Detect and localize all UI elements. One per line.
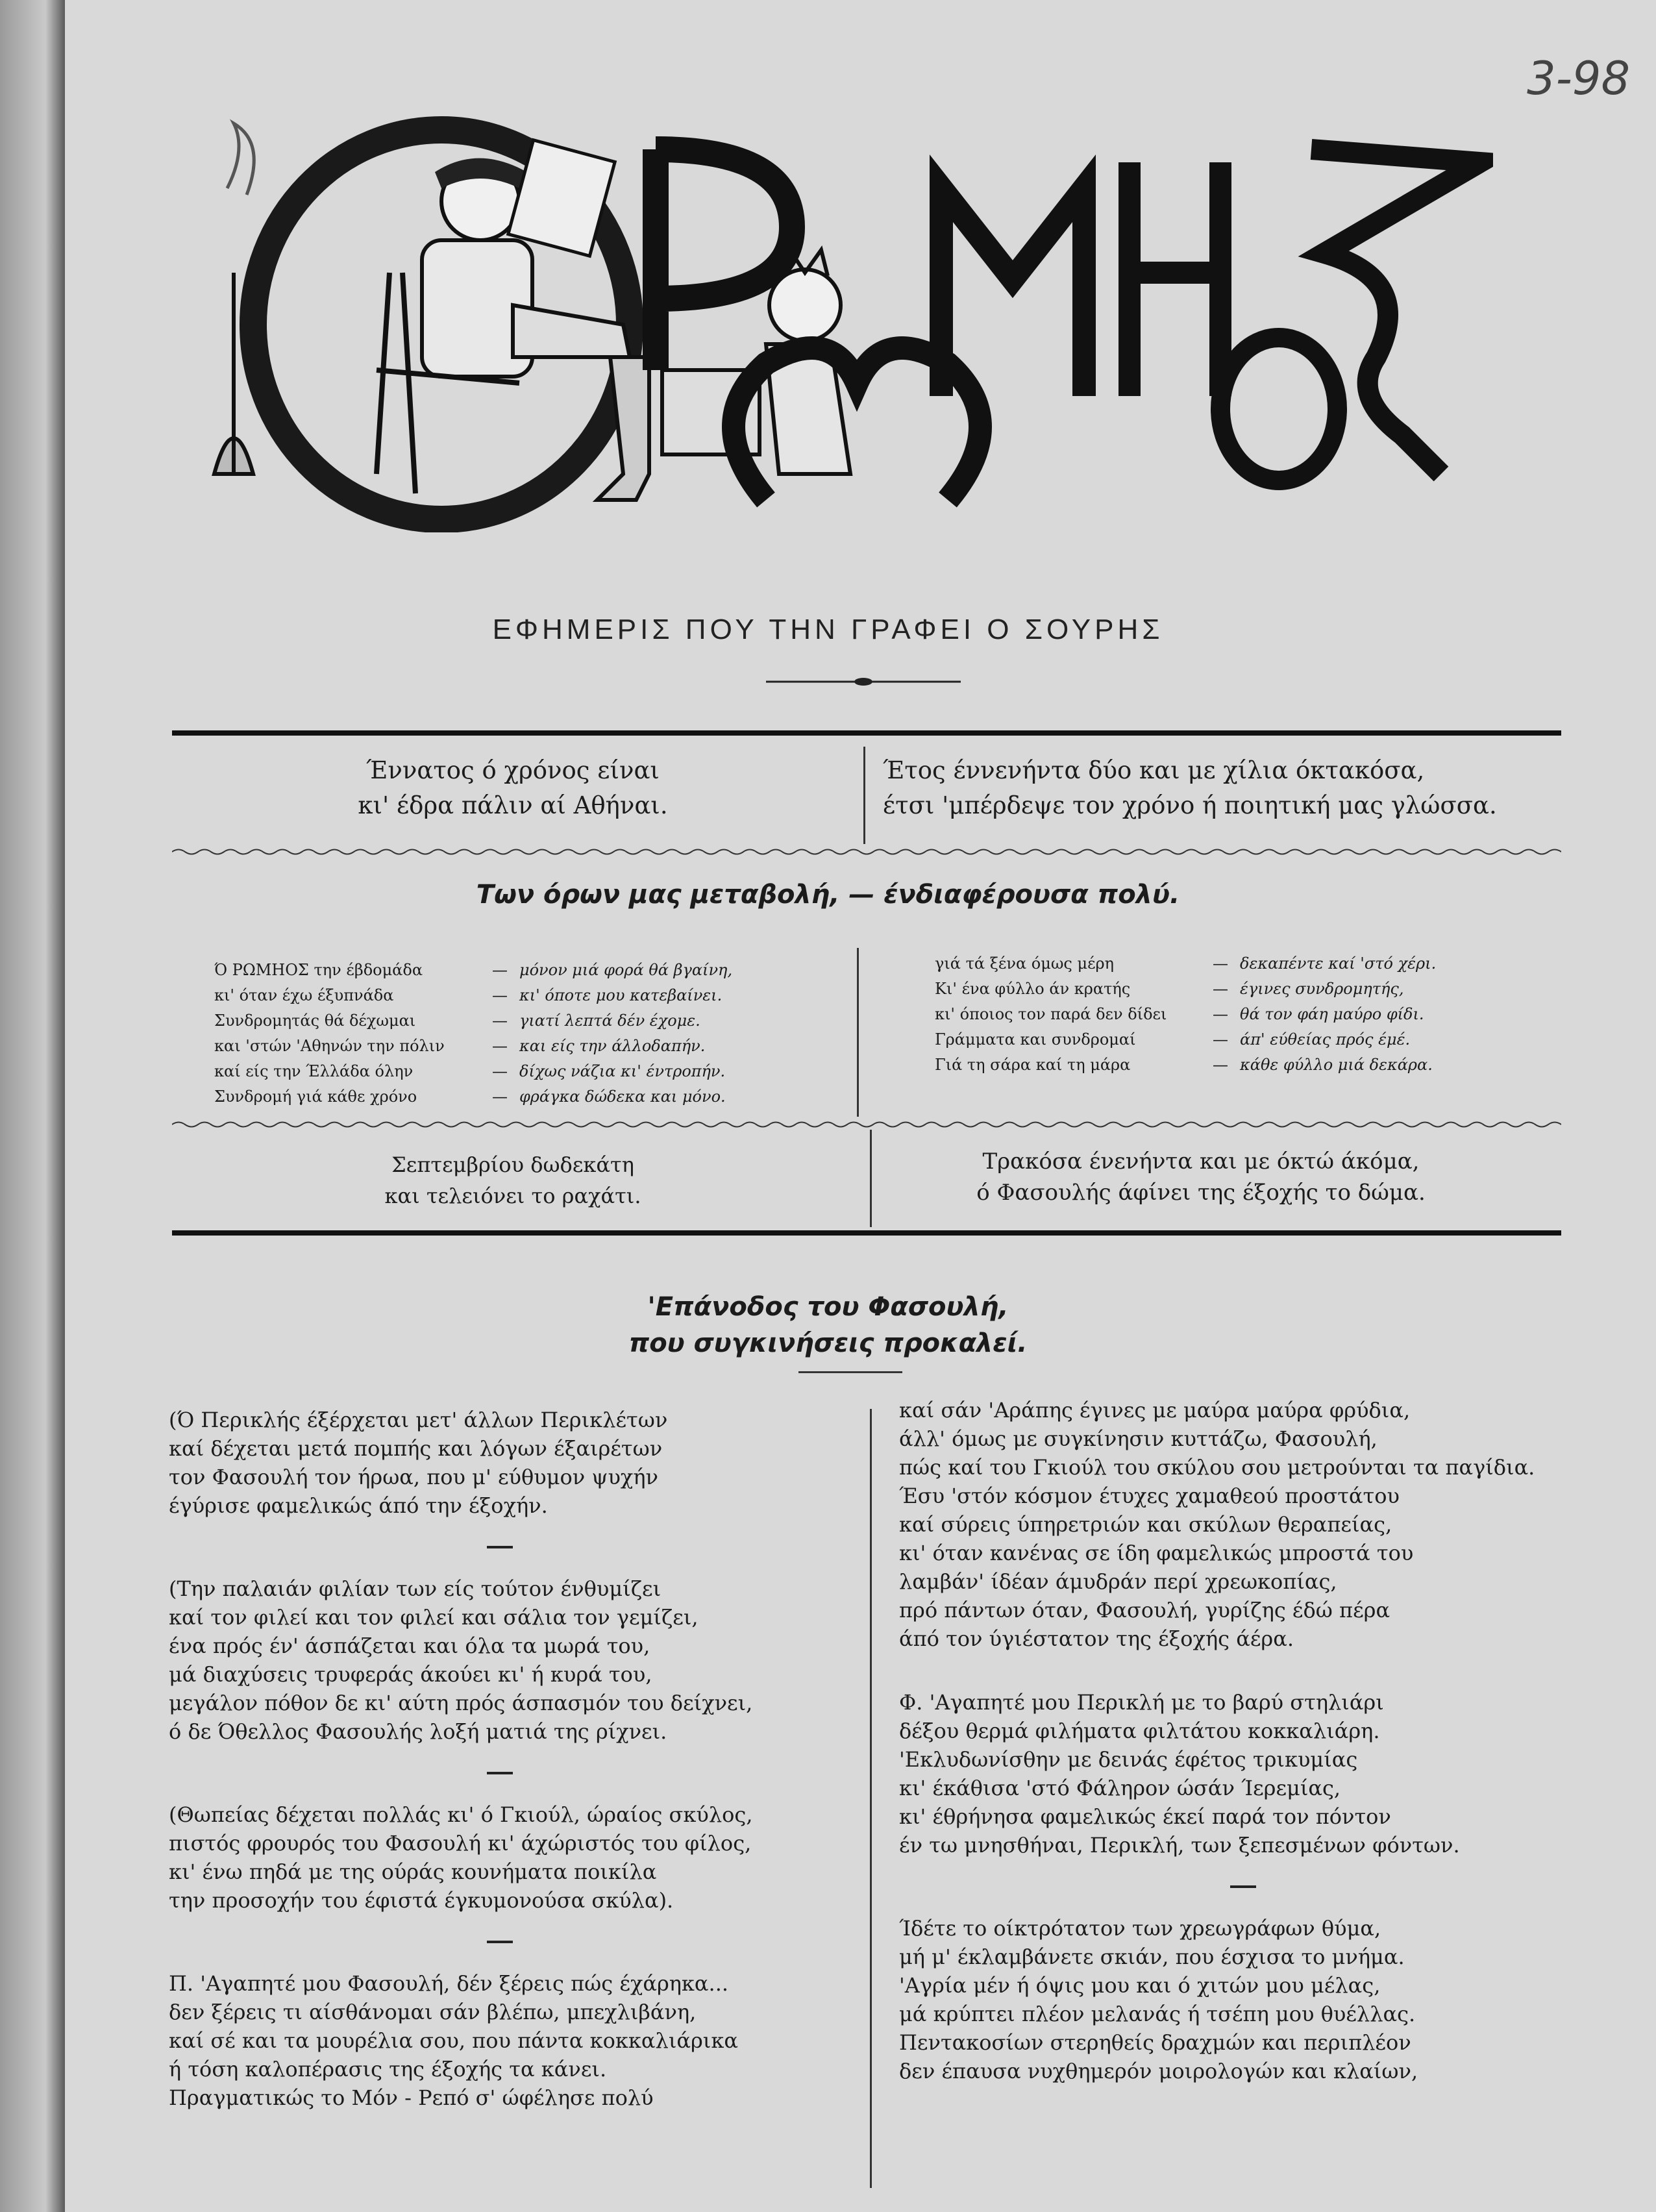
stanza-divider — [487, 1772, 513, 1774]
terms-right — [935, 951, 1506, 1078]
stanza — [169, 1574, 831, 1746]
article-line: Ίδέτε το οίκτρότατον των χρεωγράφων θύμα, — [899, 1916, 1381, 1941]
terms-subject: Συνδρομητάς θά δέχωμαι — [214, 1012, 416, 1030]
terms-condition: κι' όποτε μου κατεβαίνει. — [519, 986, 723, 1004]
terms-dash: — — [492, 1062, 508, 1080]
article-line: (Την παλαιάν φιλίαν των είς τούτον ένθυμίζει — [169, 1576, 661, 1601]
terms-row — [214, 983, 785, 1008]
article-line: πώς καί του Γκιούλ του σκύλου σου μετρούνται τα παγίδια. — [899, 1455, 1535, 1480]
article-line: κι' έκάθισα 'στό Φάληρον ώσάν Ίερεμίας, — [899, 1776, 1341, 1800]
terms-row — [935, 1002, 1506, 1027]
article-line: μά κρύπτει πλέον μελανάς ή τσέπη μου θυέλλας. — [899, 2002, 1416, 2026]
terms-subject: κι' όταν έχω έξυπνάδα — [214, 986, 394, 1004]
article-title — [0, 1289, 1656, 1361]
article-line: την προσοχήν του έφιστά έγκυμονούσα σκύλα). — [169, 1888, 674, 1913]
article-line: μά διαχύσεις τρυφεράς άκούει κι' ή κυρά του, — [169, 1662, 652, 1687]
masthead-subtitle: ΕΦΗΜΕΡΙΣ ΠΟΥ ΤΗΝ ΓΡΑΦΕΙ Ο ΣΟΥΡΗΣ — [492, 614, 1164, 645]
stanza — [899, 1688, 1587, 1859]
terms-row — [935, 1052, 1506, 1078]
section-rule — [172, 1230, 1561, 1236]
article-line: ή τόση καλοπέρασις της έξοχής τα κάνει. — [169, 2057, 607, 2082]
article-line: ό δε Όθελλος Φασουλής λοξή ματιά της ρίχνει. — [169, 1719, 667, 1744]
verse-line: έτσι 'μπέρδεψε τον χρόνο ή ποιητική μας γλώσσα. — [883, 791, 1497, 819]
article-line: δεν έπαυσα νυχθημερόν μοιρολογών και κλαίων, — [899, 2059, 1418, 2083]
stanza — [899, 1914, 1587, 2085]
terms-condition: κάθε φύλλο μιά δεκάρα. — [1240, 1056, 1433, 1074]
terms-dash: — — [492, 986, 508, 1004]
article-line: άλλ' όμως με συγκίνησιν κυττάζω, Φασουλή, — [899, 1426, 1378, 1451]
wavy-rule — [172, 847, 1561, 856]
verse-line: Σεπτεμβρίου δωδεκάτη — [391, 1152, 634, 1177]
terms-condition: άπ' εύθείας πρός έμέ. — [1240, 1030, 1411, 1049]
terms-row — [214, 1034, 785, 1059]
article-line: κι' ένω πηδά με της ούράς κουνήματα ποικίλα — [169, 1859, 657, 1884]
verse-line: κι' έδρα πάλιν αί Αθήναι. — [358, 791, 668, 819]
verse-line: Έτος έννενήντα δύο και με χίλια όκτακόσα, — [883, 756, 1425, 784]
terms-row — [214, 1084, 785, 1110]
stanza-divider — [1230, 1885, 1256, 1888]
verse-line: και τελειόνει το ραχάτι. — [384, 1184, 641, 1208]
title-rule — [798, 1371, 902, 1373]
column-separator — [857, 948, 859, 1117]
column-separator — [870, 1130, 872, 1227]
wavy-rule — [172, 1120, 1561, 1129]
article-line: δέξου θερμά φιλήματα φιλτάτου κοκκαλιάρη. — [899, 1719, 1380, 1743]
stanza — [169, 1800, 831, 1915]
terms-subject: καί είς την Έλλάδα όλην — [214, 1062, 414, 1080]
article-line: ένα πρός έν' άσπάζεται και όλα τα μωρά του, — [169, 1634, 650, 1658]
article-line: μή μ' έκλαμβάνετε σκιάν, που έσχισα το μνήμα. — [899, 1945, 1405, 1969]
terms-row — [935, 976, 1506, 1002]
article-line: τον Φασουλή τον ήρωα, που μ' εύθυμον ψυχήν — [169, 1465, 658, 1489]
terms-subject: και 'στών 'Αθηνών την πόλιν — [214, 1037, 445, 1055]
terms-condition: δίχως νάζια κι' έντροπήν. — [519, 1062, 726, 1080]
article-line: πιστός φρουρός του Φασουλή κι' άχώριστός του φίλος, — [169, 1831, 752, 1856]
masthead-title: Ο ΡΩΜΗΟΣ — [208, 110, 212, 111]
date-verse-right — [935, 1146, 1467, 1208]
article-line: Έσυ 'στόν κόσμον έτυχες χαμαθεού προστάτου — [899, 1484, 1400, 1508]
terms-dash: — — [1213, 1030, 1228, 1049]
header-verse-right — [883, 753, 1497, 823]
stanza — [169, 1969, 831, 2112]
terms-row — [214, 1008, 785, 1034]
terms-row — [214, 1059, 785, 1084]
verse-line: Τρακόσα ένενήντα και με όκτώ άκόμα, — [982, 1149, 1420, 1174]
date-verse-left — [286, 1149, 740, 1212]
terms-subject: Γιά τη σάρα καί τη μάρα — [935, 1056, 1131, 1074]
article-line: κι' έθρήνησα φαμελικώς έκεί παρά τον πόντον — [899, 1804, 1391, 1829]
terms-dash: — — [1213, 1056, 1228, 1074]
terms-condition: γιατί λεπτά δέν έχομε. — [519, 1012, 700, 1030]
terms-dash: — — [492, 1087, 508, 1106]
column-separator — [870, 1409, 872, 2188]
terms-condition: θά τον φάη μαύρο φίδι. — [1240, 1005, 1424, 1023]
article-line: κι' όταν κανένας σε ίδη φαμελικώς μπροστά του — [899, 1541, 1414, 1565]
terms-row — [935, 951, 1506, 976]
article-line: Πραγματικώς το Μόν - Ρεπό σ' ώφέλησε πολύ — [169, 2085, 654, 2110]
terms-dash: — — [1213, 954, 1228, 973]
terms-subject: Συνδρομή γιά κάθε χρόνο — [214, 1087, 417, 1106]
header-verse-left — [318, 753, 708, 823]
column-separator — [863, 747, 865, 844]
article-line: καί δέχεται μετά πομπής και λόγων έξαιρέτων — [169, 1436, 663, 1461]
article-title-line: 'Επάνοδος του Φασουλή, — [647, 1292, 1009, 1322]
terms-subject: Ό ΡΩΜΗΟΣ την έβδομάδα — [214, 961, 423, 979]
terms-condition: έγινες συνδρομητής, — [1240, 980, 1404, 998]
article-title-line: που συγκινήσεις προκαλεί. — [628, 1328, 1028, 1358]
terms-condition: και είς την άλλοδαπήν. — [519, 1037, 706, 1055]
article-line: καί σάν 'Αράπης έγινες με μαύρα μαύρα φρύδια, — [899, 1398, 1411, 1423]
stanza — [169, 1406, 831, 1520]
terms-dash: — — [1213, 1005, 1228, 1023]
stanza — [899, 1396, 1587, 1653]
article-line: έν τω μνησθήναι, Περικλή, των ξεπεσμένων φόντων. — [899, 1833, 1460, 1858]
article-line: άπό τον ύγιέστατον της έξοχής άέρα. — [899, 1626, 1294, 1651]
terms-subject: Κι' ένα φύλλο άν κρατής — [935, 980, 1131, 998]
stanza-divider — [487, 1546, 513, 1548]
terms-row — [214, 958, 785, 983]
terms-condition: φράγκα δώδεκα και μόνο. — [519, 1087, 726, 1106]
binding-spine — [0, 0, 65, 2212]
article-line: Π. 'Αγαπητέ μου Φασουλή, δέν ξέρεις πώς έχάρηκα... — [169, 1971, 729, 1996]
terms-dash: — — [492, 1037, 508, 1055]
terms-subject: Γράμματα και συνδρομαί — [935, 1030, 1136, 1049]
article-column-right — [899, 1396, 1587, 2085]
article-line: Φ. 'Αγαπητέ μου Περικλή με το βαρύ στηλιάρι — [899, 1690, 1384, 1715]
terms-condition: μόνον μιά φορά θά βγαίνη, — [519, 961, 733, 979]
terms-dash: — — [492, 1012, 508, 1030]
terms-row — [935, 1027, 1506, 1052]
article-line: καί σέ και τα μουρέλια σου, που πάντα κοκκαλιάρικα — [169, 2028, 738, 2053]
article-line: Πεντακοσίων στερηθείς δραχμών και περιπλέον — [899, 2030, 1411, 2055]
article-line: πρό πάντων όταν, Φασουλή, γυρίζης έδώ πέρα — [899, 1598, 1390, 1622]
terms-title: Των όρων μας μεταβολή, — ένδιαφέρουσα πολύ. — [476, 880, 1180, 910]
article-line: 'Εκλυδωνίσθην με δεινάς έφέτος τρικυμίας — [899, 1747, 1358, 1772]
terms-dash: — — [492, 961, 508, 979]
article-line: έγύρισε φαμελικώς άπό την έξοχήν. — [169, 1493, 548, 1518]
article-line: (Ό Περικλής έξέρχεται μετ' άλλων Περικλέτων — [169, 1408, 668, 1432]
terms-dash: — — [1213, 980, 1228, 998]
article-line: καί σύρεις ύπηρετριών και σκύλων θεραπείας, — [899, 1512, 1392, 1537]
masthead-illustration — [208, 110, 1493, 532]
stanza-divider — [487, 1941, 513, 1943]
stanza-gap — [899, 1653, 1587, 1688]
archive-stamp: 3-98 — [1527, 52, 1630, 105]
article-line: καί τον φιλεί και τον φιλεί και σάλια τον γεμίζει, — [169, 1605, 698, 1630]
terms-subject: γιά τά ξένα όμως μέρη — [935, 954, 1114, 973]
article-line: δεν ξέρεις τι αίσθάνομαι σάν βλέπω, μπεχλιβάνη, — [169, 2000, 697, 2024]
terms-condition: δεκαπέντε καί 'στό χέρι. — [1240, 954, 1437, 973]
verse-line: ό Φασουλής άφίνει της έξοχής το δώμα. — [976, 1180, 1426, 1206]
article-line: (Θωπείας δέχεται πολλάς κι' ό Γκιούλ, ώραίος σκύλος, — [169, 1802, 753, 1827]
article-line: μεγάλον πόθον δε κι' αύτη πρός άσπασμόν του δείχνει, — [169, 1691, 753, 1715]
masthead-logo — [208, 110, 1493, 532]
article-line: λαμβάν' ίδέαν άμυδράν περί χρεωκοπίας, — [899, 1569, 1337, 1594]
header-rule — [172, 730, 1561, 736]
article-column-left — [169, 1406, 831, 2112]
terms-subject: κι' όποιος τον παρά δεν δίδει — [935, 1005, 1167, 1023]
ornament-divider — [766, 675, 961, 688]
terms-left — [214, 958, 785, 1110]
verse-line: Έννατος ό χρόνος είναι — [366, 756, 660, 784]
article-line: 'Αγρία μέν ή όψις μου και ό χιτών μου μέλας, — [899, 1973, 1381, 1998]
